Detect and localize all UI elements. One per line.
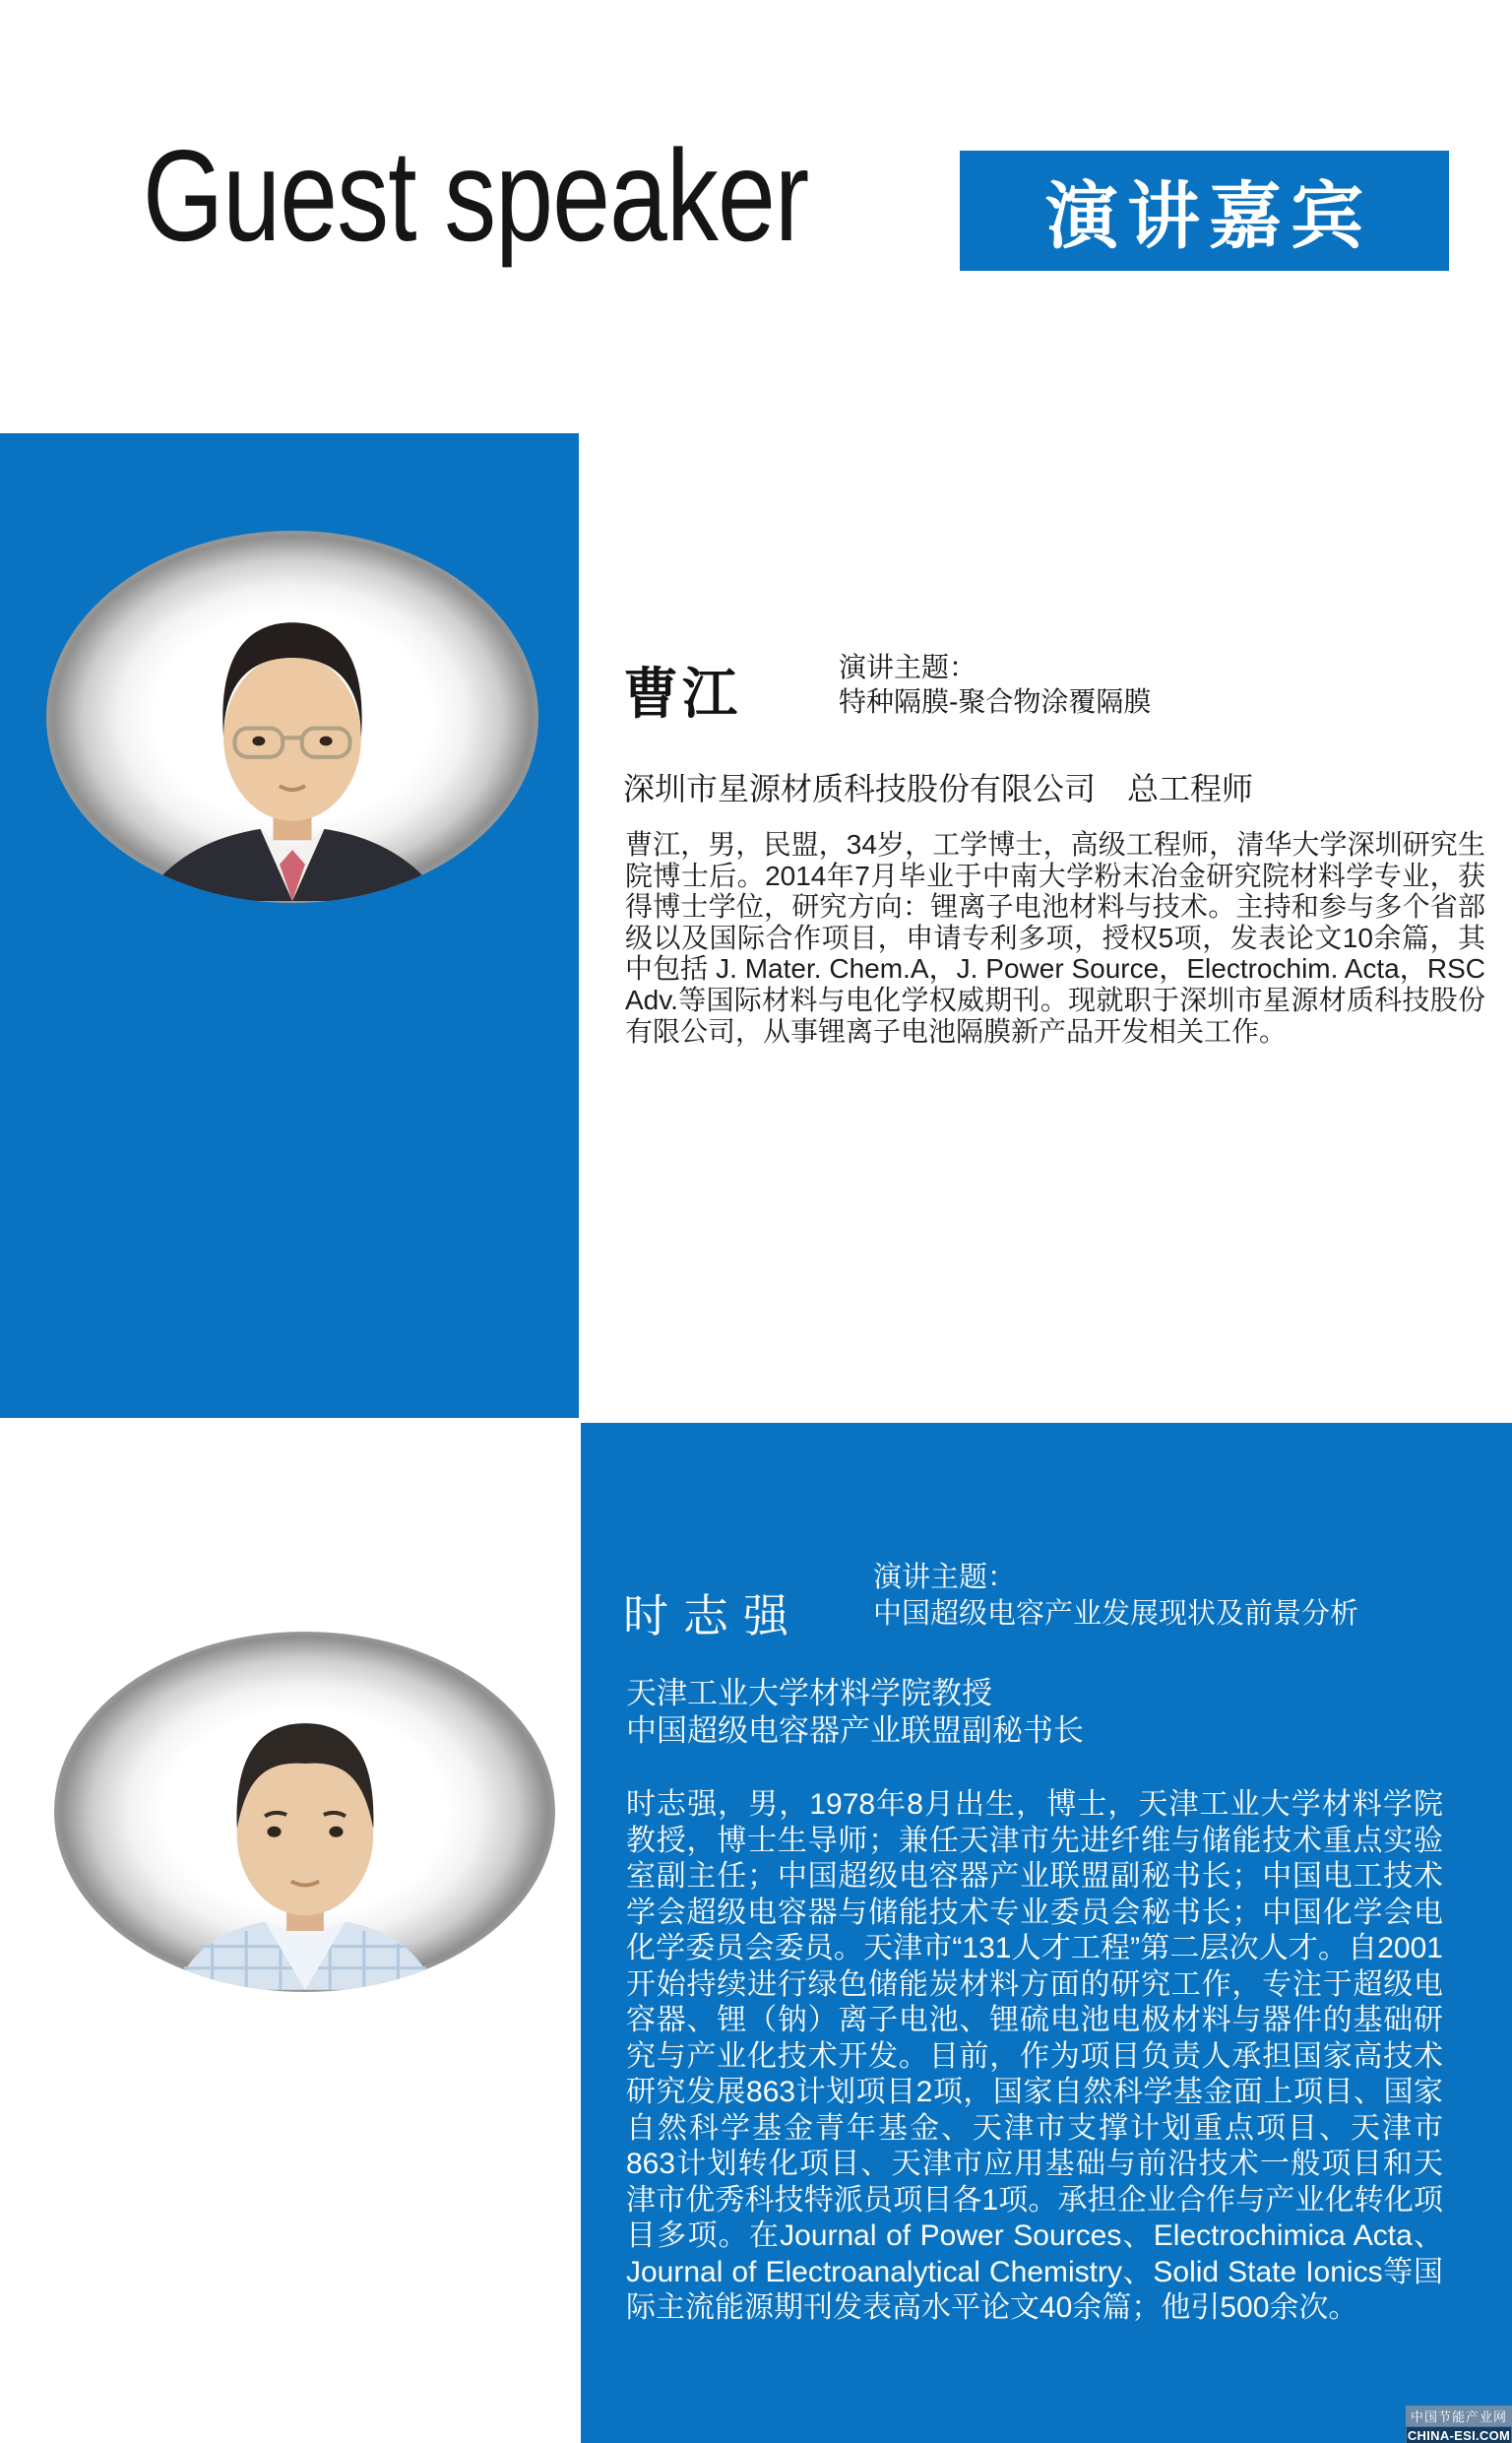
chinese-title-text: 演讲嘉宾 <box>1045 175 1372 257</box>
speaker1-topic <box>839 650 1151 719</box>
speaker1-affiliation: 深圳市星源材质科技股份有限公司 总工程师 <box>623 771 1254 806</box>
speaker2-portrait-illustration <box>150 1680 460 1990</box>
speaker2-topic <box>873 1560 1358 1633</box>
page-title: Guest speaker <box>143 123 809 268</box>
speaker2-bio: 时志强，男，1978年8月出生，博士，天津工业大学材料学院教授，博士生导师；兼任天津市先进纤维与储能技术重点实验室副主任；中国超级电容器产业联盟副秘书长；中国电工技术学会超级电容器与储能技术专业委员会秘书长；中国化学会电化学委员会委员。天津市“131人才工程”第二层次人才。自2001开始持续进行绿色储能炭材料方面的研究工作，专注于超级电容器、锂（钠）离子电池、锂硫电池电极材料与器件的基础研究与产业化技术开发。目前，作为项目负责人承担国家高技术研究发展863计划项目2项，国家自然科学基金面上项目、国家自然科学基金青年基金、天津市支撑计划重点项目、天津市863计划转化项目、天津市应用基础与前沿技术一般项目和天津市优秀科技特派员项目各1项。承担企业合作与产业化转化项目多项。在Journal of Power Sources、Electrochimica Acta、Journal of Electroanalytical Chemistry、Solid State Ionics等国际主流能源期刊发表高水平论文40余篇；他引500余次。 <box>626 1788 1443 2324</box>
speaker2-photo <box>54 1632 555 1992</box>
speaker2-affiliation-2: 中国超级电容器产业联盟副秘书长 <box>626 1713 1084 1748</box>
watermark-site-name: 中国节能产业网 <box>1406 2406 1512 2426</box>
speaker2-name: 时志强 <box>623 1590 803 1641</box>
site-watermark <box>1406 2406 1512 2443</box>
speaker1-bio: 曹江，男，民盟，34岁，工学博士，高级工程师，清华大学深圳研究生院博士后。2014年7月毕业于中南大学粉末冶金研究院材料学专业，获得博士学位，研究方向：锂离子电池材料与技术。主持和参与多个省部级以及国际合作项目，申请专利多项，授权5项，发表论文10余篇，其中包括 J. Mater. Chem.A，J. Power Source，Electrochim. Acta，RSC Adv.等国际材料与电化学权威期刊。现就职于深圳市星源材质科技股份有限公司，从事锂离子电池隔膜新产品开发相关工作。 <box>625 829 1485 1047</box>
speaker1-topic-label: 演讲主题： <box>839 652 977 682</box>
speaker1-name: 曹江 <box>623 663 741 725</box>
speaker1-photo <box>46 531 538 903</box>
speaker2-topic-label: 演讲主题： <box>873 1562 1017 1593</box>
speaker2-affiliation-1: 天津工业大学材料学院教授 <box>626 1676 992 1710</box>
chinese-title-badge <box>960 151 1449 271</box>
speaker1-portrait-illustration <box>132 581 452 901</box>
speaker1-topic-title: 特种隔膜-聚合物涂覆隔膜 <box>839 686 1152 717</box>
watermark-site-url: CHINA-ESI.COM <box>1407 2427 1511 2443</box>
speaker2-affiliations <box>626 1675 1084 1750</box>
speaker2-topic-title: 中国超级电容产业发展现状及前景分析 <box>873 1598 1359 1630</box>
